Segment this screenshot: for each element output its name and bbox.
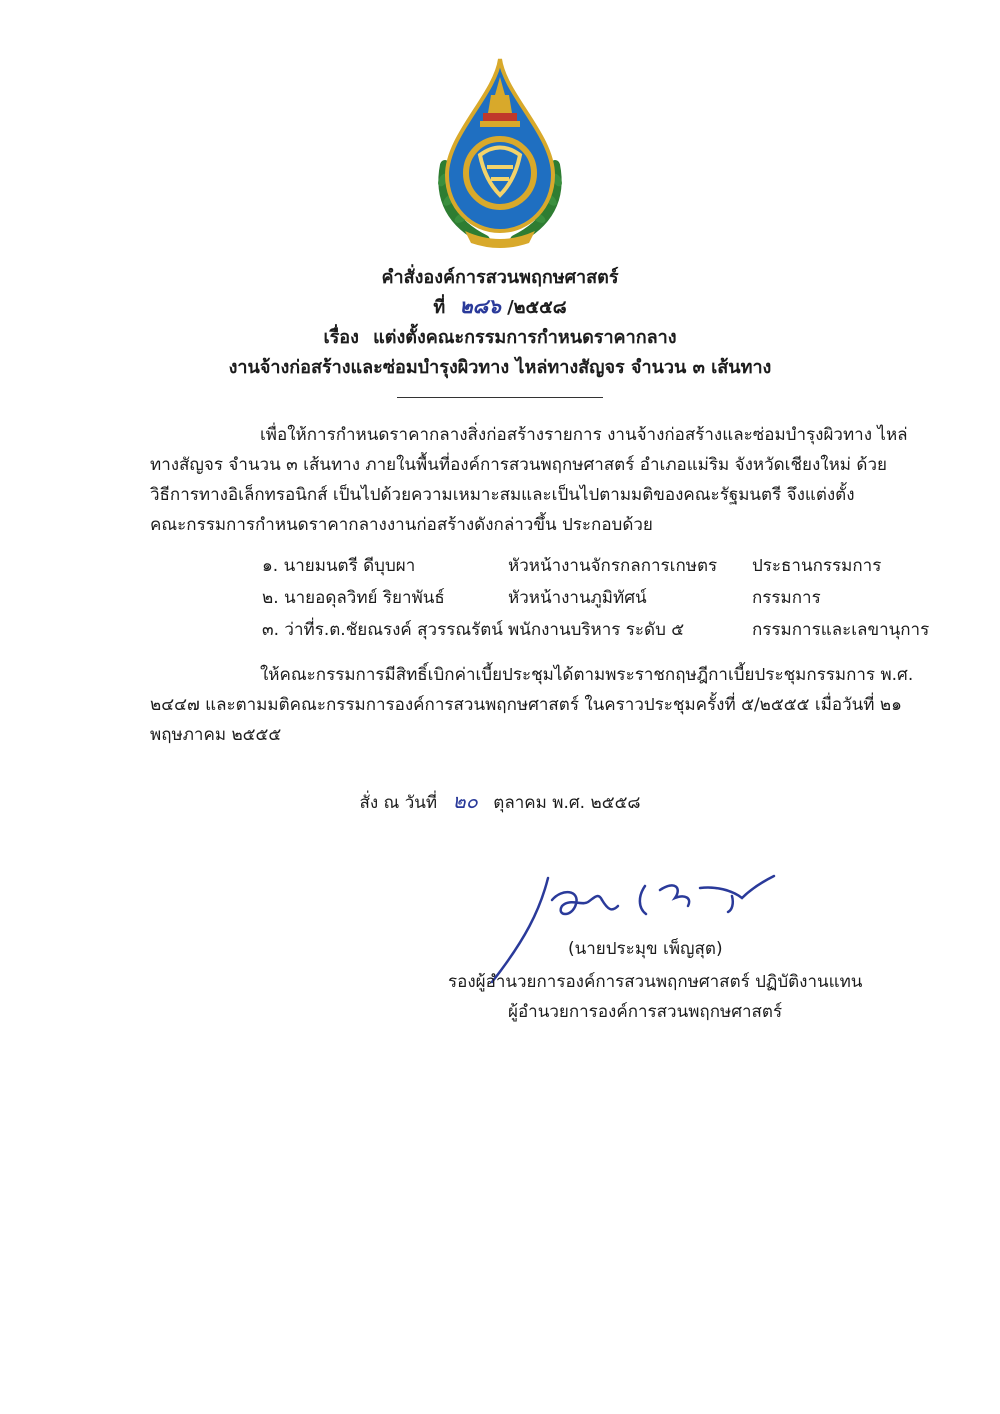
paragraph-2-line: ๒๔๔๗ และตามมติคณะกรรมการองค์การสวนพฤกษศาสตร์ ในคราวประชุมครั้งที่ ๕/๒๕๕๕ เมื่อวันที่ ๒๑	[150, 695, 902, 715]
committee-member-name: ๑. นายมนตรี ดีบุบผา	[262, 556, 416, 576]
committee-member-role: กรรมการและเลขานุการ	[752, 620, 930, 640]
header-divider	[397, 397, 603, 398]
order-number-prefix: ที่	[433, 297, 446, 318]
order-date-prefix: สั่ง ณ วันที่	[359, 793, 438, 813]
paragraph-2	[150, 660, 920, 750]
paragraph-1-line: ทางสัญจร จำนวน ๓ เส้นทาง ภายในพื้นที่องค์การสวนพฤกษศาสตร์ อำเภอแม่ริม จังหวัดเชียงใหม่ ด้วย	[150, 455, 887, 475]
paragraph-1	[150, 420, 920, 540]
signatory-name: (นายประมุข เพ็ญสุต)	[568, 939, 723, 959]
committee-member-name: ๓. ว่าที่ร.ต.ชัยณรงค์ สุวรรณรัตน์	[262, 620, 503, 640]
organization-logo	[425, 55, 575, 250]
order-number-handwritten: ๒๘๖	[459, 294, 501, 318]
order-number-suffix: /๒๕๕๘	[507, 297, 567, 318]
order-title: คำสั่งองค์การสวนพฤกษศาสตร์	[381, 267, 619, 288]
signatory-title-line-1: รองผู้อำนวยการองค์การสวนพฤกษศาสตร์ ปฏิบัติงานแทน	[448, 972, 863, 992]
order-date-line	[0, 786, 1000, 818]
paragraph-2-line: ให้คณะกรรมการมีสิทธิ์เบิกค่าเบี้ยประชุมได้ตามพระราชกฤษฎีกาเบี้ยประชุมกรรมการ พ.ศ.	[260, 665, 914, 685]
committee-member-position: หัวหน้างานภูมิทัศน์	[508, 588, 647, 608]
committee-member-position: พนักงานบริหาร ระดับ ๕	[508, 620, 685, 640]
paragraph-1-line: คณะกรรมการกำหนดราคากลางงานก่อสร้างดังกล่าวขึ้น ประกอบด้วย	[150, 515, 653, 535]
subject-text: แต่งตั้งคณะกรรมการกำหนดราคากลาง	[373, 327, 677, 348]
subject-line	[0, 322, 1000, 351]
committee-member-role: ประธานกรรมการ	[752, 556, 882, 576]
paragraph-2-line: พฤษภาคม ๒๕๕๕	[150, 725, 282, 745]
committee-member-name: ๒. นายอดุลวิทย์ ริยาพันธ์	[262, 588, 445, 608]
subject-label: เรื่อง	[323, 327, 359, 348]
order-number-line	[0, 290, 1000, 322]
signatory-title-line-2: ผู้อำนวยการองค์การสวนพฤกษศาสตร์	[508, 1002, 783, 1022]
subject-line-2: งานจ้างก่อสร้างและซ่อมบำรุงผิวทาง ไหล่ทางสัญจร จำนวน ๓ เส้นทาง	[228, 357, 772, 378]
order-date-day-handwritten: ๒๐	[452, 789, 478, 813]
order-date-suffix: ตุลาคม พ.ศ. ๒๕๕๘	[493, 793, 641, 813]
paragraph-1-line: วิธีการทางอิเล็กทรอนิกส์ เป็นไปด้วยความเหมาะสมและเป็นไปตามมติของคณะรัฐมนตรี จึงแต่งตั้ง	[150, 485, 855, 505]
water-drop-emblem-icon	[425, 55, 575, 250]
committee-member-position: หัวหน้างานจักรกลการเกษตร	[508, 556, 718, 576]
paragraph-1-line: เพื่อให้การกำหนดราคากลางสิ่งก่อสร้างรายการ งานจ้างก่อสร้างและซ่อมบำรุงผิวทาง ไหล่	[260, 425, 908, 445]
committee-member-role: กรรมการ	[752, 588, 821, 608]
